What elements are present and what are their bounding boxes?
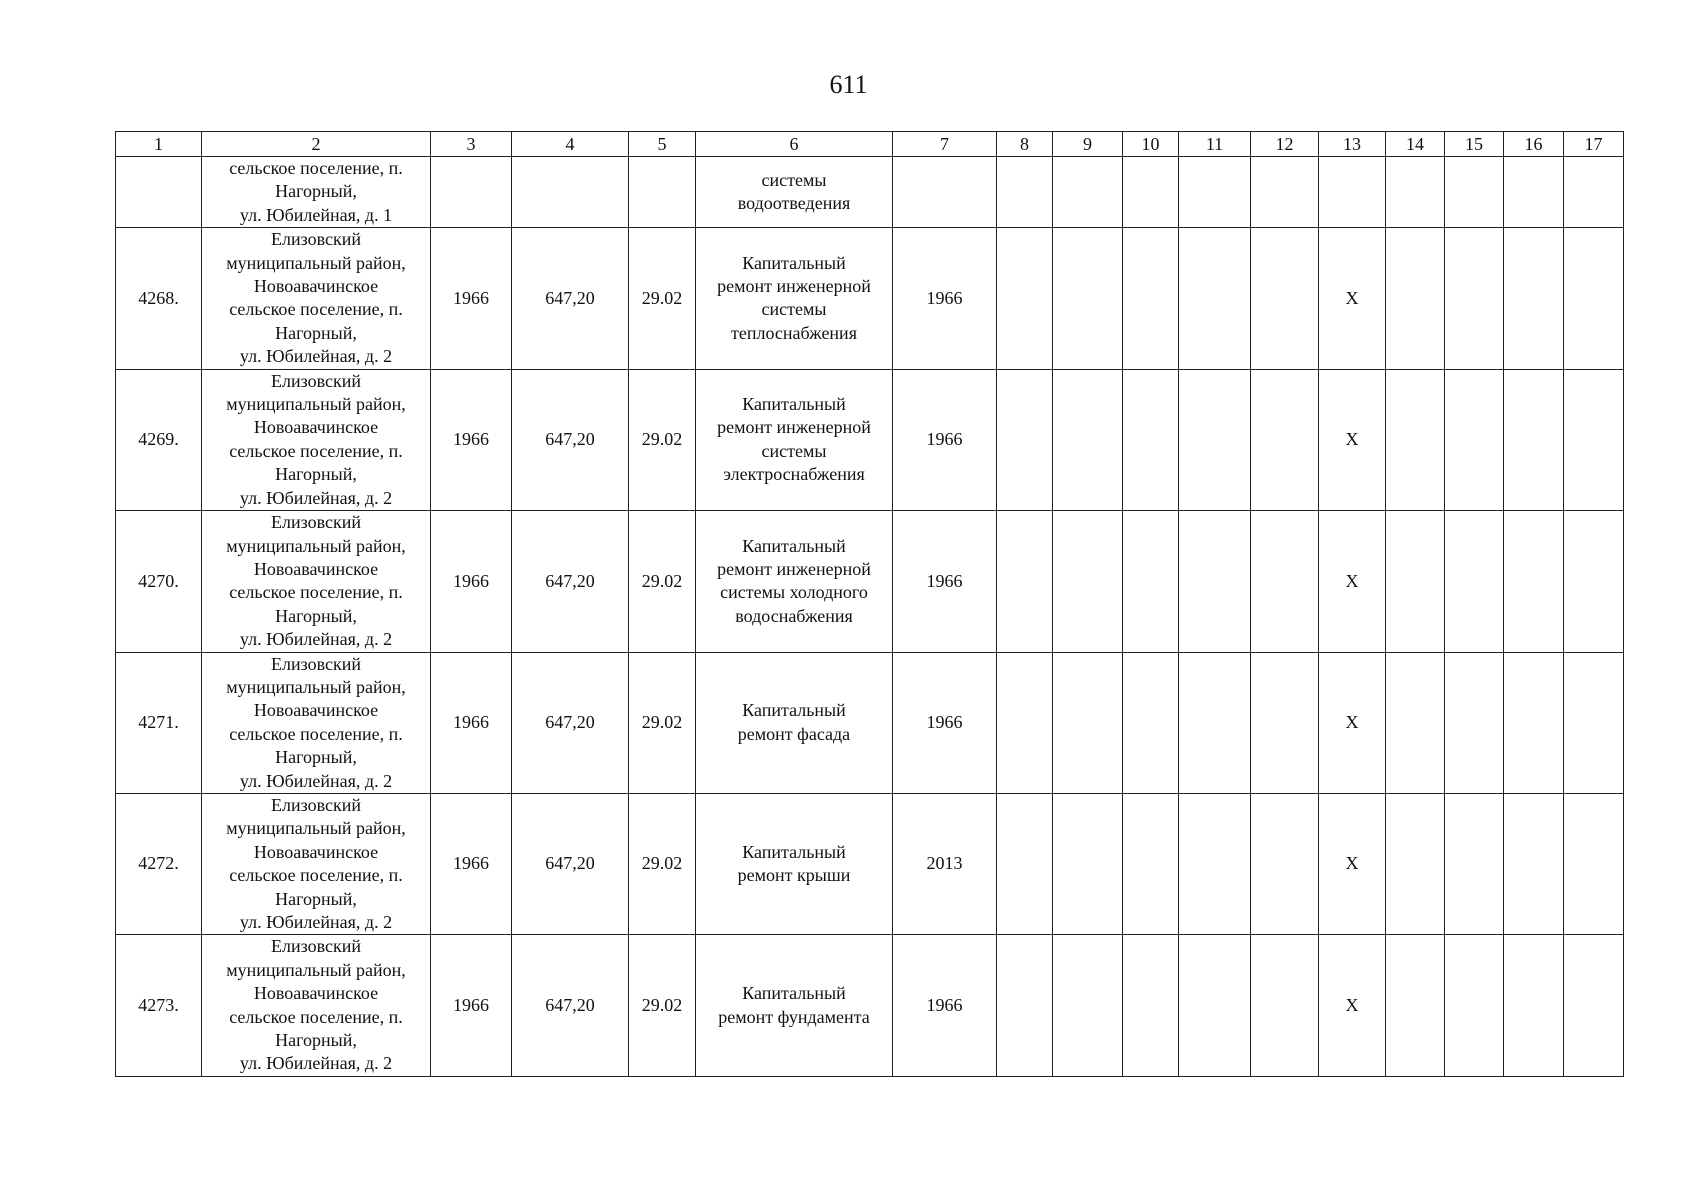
col-15-cell — [1445, 228, 1504, 369]
work-line: Капитальный — [742, 535, 846, 556]
work-year-cell: 1966 — [893, 369, 997, 510]
col-12-cell — [1251, 935, 1319, 1076]
work-type-cell — [696, 511, 893, 652]
col-13-cell: Х — [1319, 793, 1386, 934]
address-line: муниципальный район, — [226, 535, 406, 556]
column-header-12: 12 — [1251, 132, 1319, 157]
address-line: сельское поселение, п. — [229, 1006, 403, 1027]
col-8-cell — [997, 652, 1053, 793]
col-9-cell — [1053, 157, 1123, 228]
col-9-cell — [1053, 652, 1123, 793]
col-12-cell — [1251, 228, 1319, 369]
col-10-cell — [1123, 369, 1179, 510]
address-line: Елизовский — [270, 794, 361, 815]
table-row — [116, 511, 1624, 652]
col-16-cell — [1504, 793, 1564, 934]
col-10-cell — [1123, 511, 1179, 652]
area-cell: 647,20 — [512, 369, 629, 510]
row-number-cell: 4269. — [116, 369, 202, 510]
address-line: муниципальный район, — [226, 252, 406, 273]
build-year-cell: 1966 — [431, 793, 512, 934]
address-line: Нагорный, — [275, 747, 357, 768]
table-row — [116, 369, 1624, 510]
address-line: Елизовский — [270, 370, 361, 391]
work-line: системы — [761, 169, 827, 190]
address-line: ул. Юбилейная, д. 2 — [239, 1053, 393, 1074]
address-cell — [202, 652, 431, 793]
col-14-cell — [1386, 511, 1445, 652]
column-header-8: 8 — [997, 132, 1053, 157]
col-14-cell — [1386, 935, 1445, 1076]
col-15-cell — [1445, 793, 1504, 934]
column-header-1: 1 — [116, 132, 202, 157]
column-header-7: 7 — [893, 132, 997, 157]
work-year-cell: 1966 — [893, 228, 997, 369]
work-year-cell: 1966 — [893, 511, 997, 652]
address-line: Нагорный, — [275, 605, 357, 626]
col-8-cell — [997, 935, 1053, 1076]
col-16-cell — [1504, 228, 1564, 369]
col-11-cell — [1179, 793, 1251, 934]
address-line: сельское поселение, п. — [229, 158, 403, 178]
work-line: водоотведения — [737, 193, 851, 214]
col-16-cell — [1504, 511, 1564, 652]
address-line: Новоавачинское — [253, 558, 379, 579]
row-number-cell: 4268. — [116, 228, 202, 369]
col-10-cell — [1123, 228, 1179, 369]
col-10-cell — [1123, 652, 1179, 793]
work-line: Капитальный — [742, 841, 846, 862]
col-15-cell — [1445, 935, 1504, 1076]
column-header-9: 9 — [1053, 132, 1123, 157]
column-header-11: 11 — [1179, 132, 1251, 157]
address-line: Елизовский — [270, 936, 361, 957]
area-cell: 647,20 — [512, 935, 629, 1076]
col-12-cell — [1251, 511, 1319, 652]
address-line: Нагорный, — [275, 464, 357, 485]
work-line: ремонт фасада — [737, 723, 851, 744]
address-line: сельское поселение, п. — [229, 723, 403, 744]
col-9-cell — [1053, 369, 1123, 510]
row-number-cell: 4270. — [116, 511, 202, 652]
table-row — [116, 157, 1624, 228]
col-8-cell — [997, 511, 1053, 652]
column-header-10: 10 — [1123, 132, 1179, 157]
page-number: 611 — [829, 70, 868, 99]
row-number-cell: 4273. — [116, 935, 202, 1076]
address-line: Елизовский — [270, 653, 361, 674]
col-8-cell — [997, 369, 1053, 510]
work-line: Капитальный — [742, 983, 846, 1004]
row-number-cell: 4271. — [116, 652, 202, 793]
table-row — [116, 793, 1624, 934]
address-line: сельское поселение, п. — [229, 865, 403, 886]
address-line: ул. Юбилейная, д. 1 — [239, 204, 393, 225]
col-14-cell — [1386, 157, 1445, 228]
col-9-cell — [1053, 228, 1123, 369]
work-line: системы — [761, 440, 827, 461]
work-type-cell — [696, 157, 893, 228]
address-line: муниципальный район, — [226, 676, 406, 697]
area-cell: 647,20 — [512, 228, 629, 369]
work-line: водоснабжения — [735, 605, 853, 626]
address-line: муниципальный район, — [226, 394, 406, 415]
col-14-cell — [1386, 652, 1445, 793]
work-year-cell: 2013 — [893, 793, 997, 934]
address-cell — [202, 793, 431, 934]
column-header-3: 3 — [431, 132, 512, 157]
col-13-cell — [1319, 157, 1386, 228]
address-cell — [202, 157, 431, 228]
col-11-cell — [1179, 228, 1251, 369]
work-type-cell — [696, 369, 893, 510]
address-line: Нагорный, — [275, 888, 357, 909]
column-header-13: 13 — [1319, 132, 1386, 157]
col-14-cell — [1386, 228, 1445, 369]
col-10-cell — [1123, 157, 1179, 228]
area-cell: 647,20 — [512, 652, 629, 793]
address-line: Новоавачинское — [253, 417, 379, 438]
work-year-cell: 1966 — [893, 935, 997, 1076]
address-line: Новоавачинское — [253, 276, 379, 297]
work-line: Капитальный — [742, 700, 846, 721]
col-16-cell — [1504, 369, 1564, 510]
address-line: Нагорный, — [275, 181, 357, 202]
column-header-2: 2 — [202, 132, 431, 157]
table-body — [116, 157, 1624, 1077]
work-line: ремонт фундамента — [718, 1006, 870, 1027]
work-type-cell — [696, 793, 893, 934]
col-13-cell: Х — [1319, 511, 1386, 652]
row-number-cell: 4272. — [116, 793, 202, 934]
work-line: электроснабжения — [723, 464, 865, 485]
column-header-17: 17 — [1564, 132, 1624, 157]
address-line: Елизовский — [270, 512, 361, 533]
col-8-cell — [997, 793, 1053, 934]
col-16-cell — [1504, 652, 1564, 793]
address-cell — [202, 369, 431, 510]
work-line: системы холодного — [720, 582, 868, 603]
address-line: Новоавачинское — [253, 700, 379, 721]
row-number-cell — [116, 157, 202, 228]
work-line: ремонт инженерной — [717, 417, 871, 438]
build-year-cell: 1966 — [431, 228, 512, 369]
col-14-cell — [1386, 369, 1445, 510]
col-9-cell — [1053, 793, 1123, 934]
work-line: ремонт инженерной — [717, 276, 871, 297]
table-row — [116, 652, 1624, 793]
build-year-cell — [431, 157, 512, 228]
address-line: ул. Юбилейная, д. 2 — [239, 629, 393, 650]
table-row — [116, 228, 1624, 369]
col-8-cell — [997, 157, 1053, 228]
registry-table — [115, 131, 1624, 1077]
col-8-cell — [997, 228, 1053, 369]
column-header-14: 14 — [1386, 132, 1445, 157]
col-12-cell — [1251, 369, 1319, 510]
address-line: Новоавачинское — [253, 983, 379, 1004]
rate-cell: 29.02 — [629, 652, 696, 793]
address-line: Новоавачинское — [253, 841, 379, 862]
work-line: Капитальный — [742, 394, 846, 415]
col-13-cell: Х — [1319, 652, 1386, 793]
col-9-cell — [1053, 935, 1123, 1076]
area-cell: 647,20 — [512, 793, 629, 934]
address-line: сельское поселение, п. — [229, 440, 403, 461]
work-type-cell — [696, 652, 893, 793]
work-type-cell — [696, 228, 893, 369]
col-11-cell — [1179, 369, 1251, 510]
col-11-cell — [1179, 511, 1251, 652]
col-15-cell — [1445, 369, 1504, 510]
table-header-row — [116, 132, 1624, 157]
column-header-4: 4 — [512, 132, 629, 157]
col-17-cell — [1564, 935, 1624, 1076]
address-line: Нагорный, — [275, 322, 357, 343]
work-line: ремонт крыши — [737, 865, 851, 886]
address-line: сельское поселение, п. — [229, 582, 403, 603]
col-15-cell — [1445, 157, 1504, 228]
work-type-cell — [696, 935, 893, 1076]
build-year-cell: 1966 — [431, 935, 512, 1076]
col-17-cell — [1564, 793, 1624, 934]
table-row — [116, 935, 1624, 1076]
col-17-cell — [1564, 652, 1624, 793]
col-13-cell: Х — [1319, 228, 1386, 369]
address-cell — [202, 511, 431, 652]
build-year-cell: 1966 — [431, 511, 512, 652]
rate-cell: 29.02 — [629, 935, 696, 1076]
address-line: муниципальный район, — [226, 818, 406, 839]
column-header-16: 16 — [1504, 132, 1564, 157]
work-line: теплоснабжения — [731, 322, 857, 343]
col-14-cell — [1386, 793, 1445, 934]
col-13-cell: Х — [1319, 935, 1386, 1076]
col-16-cell — [1504, 935, 1564, 1076]
work-line: Капитальный — [742, 252, 846, 273]
address-line: муниципальный район, — [226, 959, 406, 980]
col-17-cell — [1564, 228, 1624, 369]
area-cell: 647,20 — [512, 511, 629, 652]
address-line: ул. Юбилейная, д. 2 — [239, 487, 393, 508]
column-header-6: 6 — [696, 132, 893, 157]
address-line: Нагорный, — [275, 1030, 357, 1051]
column-header-5: 5 — [629, 132, 696, 157]
build-year-cell: 1966 — [431, 369, 512, 510]
address-line: сельское поселение, п. — [229, 299, 403, 320]
col-9-cell — [1053, 511, 1123, 652]
address-line: ул. Юбилейная, д. 2 — [239, 912, 393, 932]
address-line: ул. Юбилейная, д. 2 — [239, 346, 393, 367]
work-line: системы — [761, 299, 827, 320]
col-11-cell — [1179, 652, 1251, 793]
col-15-cell — [1445, 652, 1504, 793]
col-10-cell — [1123, 935, 1179, 1076]
area-cell — [512, 157, 629, 228]
col-10-cell — [1123, 793, 1179, 934]
build-year-cell: 1966 — [431, 652, 512, 793]
address-cell — [202, 935, 431, 1076]
work-line: ремонт инженерной — [717, 558, 871, 579]
col-16-cell — [1504, 157, 1564, 228]
work-year-cell: 1966 — [893, 652, 997, 793]
col-17-cell — [1564, 157, 1624, 228]
work-year-cell — [893, 157, 997, 228]
column-header-15: 15 — [1445, 132, 1504, 157]
col-11-cell — [1179, 157, 1251, 228]
address-cell — [202, 228, 431, 369]
col-17-cell — [1564, 511, 1624, 652]
address-line: ул. Юбилейная, д. 2 — [239, 770, 393, 791]
rate-cell: 29.02 — [629, 228, 696, 369]
col-17-cell — [1564, 369, 1624, 510]
col-13-cell: Х — [1319, 369, 1386, 510]
col-11-cell — [1179, 935, 1251, 1076]
col-15-cell — [1445, 511, 1504, 652]
col-12-cell — [1251, 652, 1319, 793]
col-12-cell — [1251, 793, 1319, 934]
rate-cell: 29.02 — [629, 511, 696, 652]
rate-cell — [629, 157, 696, 228]
address-line: Елизовский — [270, 229, 361, 250]
rate-cell: 29.02 — [629, 793, 696, 934]
col-12-cell — [1251, 157, 1319, 228]
rate-cell: 29.02 — [629, 369, 696, 510]
